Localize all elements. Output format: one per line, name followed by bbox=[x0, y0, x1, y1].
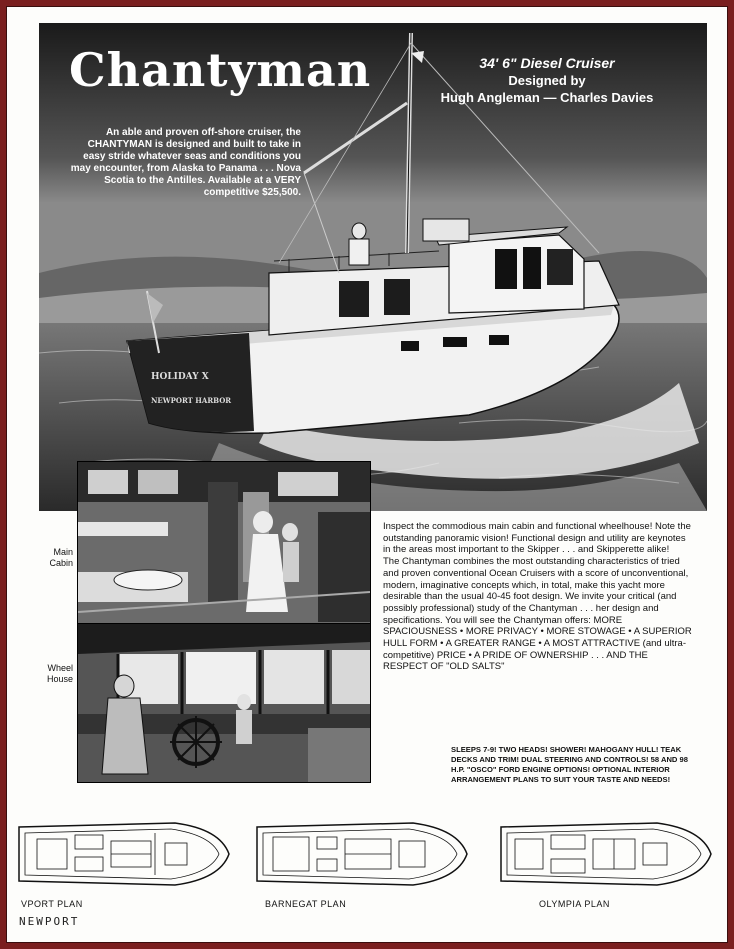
main-cabin-label: Main Cabin bbox=[49, 547, 73, 568]
boat-photo bbox=[39, 23, 707, 511]
body-paragraph-2: The Chantyman combines the most outstanding characteristics of tried and proven conventional Ocean Cruisers with a score of unconventional, modern, imaginative concepts which, in total, make this yacht more desirable than the usual 40-45 foot design. We invite your critical (and possibly professional) study of the Chantyman . . . her design and specifications. You will see the Chantyman offers: MORE SPACIOUSNESS • MORE PRIVACY • MORE STOWAGE • A SUPERIOR HULL FORM • A GREATER RANGE • A MOST ATTRACTIVE (and ultra-competitive) PRICE • A PRIDE OF OWNERSHIP . . . AND THE RESPECT OF "OLD SALTS" bbox=[383, 556, 692, 673]
handwritten-note: NEWPORT bbox=[19, 915, 80, 928]
wheel-house-label: Wheel House bbox=[46, 663, 73, 684]
main-cabin-illustration bbox=[78, 462, 370, 624]
specs-line-2: Designed by bbox=[508, 73, 586, 88]
main-cabin-photo bbox=[77, 461, 371, 625]
boat-specs bbox=[397, 55, 697, 106]
ad-title: Chantyman bbox=[69, 43, 372, 97]
transom-port: NEWPORT HARBOR bbox=[151, 396, 232, 405]
plan-barnegat bbox=[253, 819, 471, 889]
wheel-house-illustration bbox=[78, 624, 370, 782]
features-list: SLEEPS 7-9! TWO HEADS! SHOWER! MAHOGANY HULL! TEAK DECKS AND TRIM! DUAL STEERING AND CONTROLS! 58 AND 98 H.P. "OSCO" FORD ENGINE OPTIONS! OPTIONAL INTERIOR ARRANGEMENT PLANS TO SUIT YOUR TASTE AND NEEDS! bbox=[451, 745, 688, 784]
specs-line-1: 34' 6" Diesel Cruiser bbox=[479, 55, 615, 71]
body-copy bbox=[383, 521, 695, 673]
body-paragraph-1: Inspect the commodious main cabin and functional wheelhouse! Note the outstanding panoramic vision! Functional design and utility are keynotes in the areas most important to the Skipper . . . and Skipperette alike! bbox=[383, 521, 691, 556]
plan-label-vport: VPORT PLAN bbox=[21, 899, 83, 909]
specs-line-3: Hugh Angleman — Charles Davies bbox=[440, 90, 654, 105]
barnegat-plan-drawing bbox=[253, 819, 471, 889]
transom-name: HOLIDAY X bbox=[151, 372, 209, 382]
vport-plan-drawing bbox=[15, 819, 233, 889]
plan-label-barnegat: BARNEGAT PLAN bbox=[265, 899, 347, 909]
plan-olympia bbox=[497, 819, 715, 889]
advertisement-page bbox=[6, 6, 728, 943]
plan-label-olympia: OLYMPIA PLAN bbox=[539, 899, 610, 909]
wheel-house-photo bbox=[77, 623, 371, 783]
olympia-plan-drawing bbox=[497, 819, 715, 889]
intro-text: An able and proven off-shore cruiser, the CHANTYMAN is designed and built to take in easy stride whatever seas and conditions you may encounter, from Alaska to Panama . . . Nova Scotia to the Antilles. Available at a VERY competitive $25,500. bbox=[70, 127, 301, 198]
plan-vport bbox=[15, 819, 233, 889]
